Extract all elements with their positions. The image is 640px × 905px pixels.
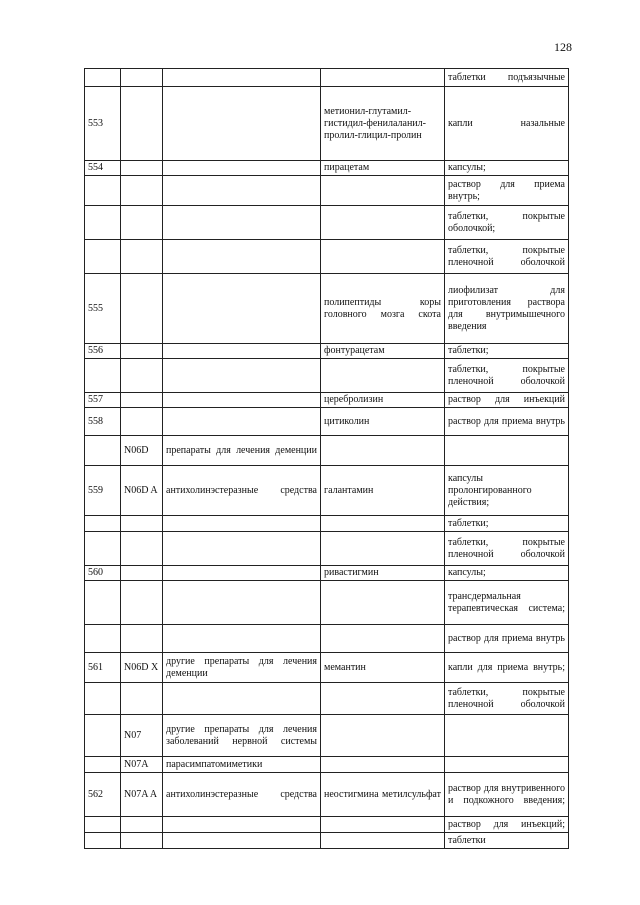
- dosage-form-cell: раствор для приема внутрь;: [445, 176, 569, 206]
- row-number-cell: [85, 683, 121, 715]
- dosage-form-cell: таблетки, покрытые пленочной оболочкой: [445, 532, 569, 566]
- row-number-cell: [85, 625, 121, 653]
- drug-name-cell: метионил-глутамил-гистидил-фенилаланил-пролил-глицил-пролин: [321, 87, 445, 161]
- atc-code-cell: [121, 344, 163, 359]
- dosage-form-cell: таблетки;: [445, 344, 569, 359]
- pharm-group-cell: [163, 359, 321, 393]
- atc-code-cell: [121, 566, 163, 581]
- pharm-group-cell: [163, 625, 321, 653]
- pharm-group-cell: антихолинэстеразные средства: [163, 773, 321, 817]
- dosage-form-cell: раствор для приема внутрь: [445, 625, 569, 653]
- atc-code-cell: [121, 87, 163, 161]
- row-number-cell: 556: [85, 344, 121, 359]
- atc-code-cell: [121, 833, 163, 849]
- table-row: [85, 715, 569, 757]
- drug-name-cell: цитиколин: [321, 408, 445, 436]
- drug-name-cell: [321, 359, 445, 393]
- atc-code-cell: [121, 516, 163, 532]
- drug-name-cell: фонтурацетам: [321, 344, 445, 359]
- pharm-group-cell: [163, 393, 321, 408]
- dosage-form-cell: лиофилизат для приготовления раствора для внутримышечного введения: [445, 274, 569, 344]
- table-row: [85, 87, 569, 161]
- atc-code-cell: N07A A: [121, 773, 163, 817]
- drug-name-cell: [321, 516, 445, 532]
- atc-code-cell: N07A: [121, 757, 163, 773]
- table-row: [85, 566, 569, 581]
- atc-code-cell: [121, 274, 163, 344]
- dosage-form-cell: таблетки, покрытые оболочкой;: [445, 206, 569, 240]
- drug-name-cell: неостигмина метилсульфат: [321, 773, 445, 817]
- dosage-form-cell: раствор для внутривенного и подкожного введения;: [445, 773, 569, 817]
- drug-name-cell: ривастигмин: [321, 566, 445, 581]
- drug-name-cell: [321, 715, 445, 757]
- row-number-cell: [85, 69, 121, 87]
- atc-code-cell: N06D A: [121, 466, 163, 516]
- drug-name-cell: [321, 581, 445, 625]
- dosage-form-cell: капсулы;: [445, 566, 569, 581]
- drug-name-cell: [321, 176, 445, 206]
- row-number-cell: [85, 176, 121, 206]
- atc-code-cell: [121, 532, 163, 566]
- dosage-form-cell: таблетки подъязычные: [445, 69, 569, 87]
- atc-code-cell: [121, 176, 163, 206]
- dosage-form-cell: [445, 715, 569, 757]
- row-number-cell: [85, 240, 121, 274]
- dosage-form-cell: таблетки: [445, 833, 569, 849]
- row-number-cell: [85, 715, 121, 757]
- table-row: [85, 408, 569, 436]
- table-row: [85, 653, 569, 683]
- drug-name-cell: мемантин: [321, 653, 445, 683]
- row-number-cell: 555: [85, 274, 121, 344]
- table-row: [85, 532, 569, 566]
- table-row: [85, 69, 569, 87]
- dosage-form-cell: раствор для приема внутрь: [445, 408, 569, 436]
- atc-code-cell: [121, 817, 163, 833]
- dosage-form-cell: капли для приема внутрь;: [445, 653, 569, 683]
- row-number-cell: 559: [85, 466, 121, 516]
- dosage-form-cell: таблетки, покрытые пленочной оболочкой: [445, 683, 569, 715]
- pharm-group-cell: [163, 206, 321, 240]
- pharm-group-cell: [163, 240, 321, 274]
- pharm-group-cell: [163, 581, 321, 625]
- drug-name-cell: [321, 833, 445, 849]
- row-number-cell: 560: [85, 566, 121, 581]
- pharm-group-cell: [163, 408, 321, 436]
- pharm-group-cell: [163, 161, 321, 176]
- table-row: [85, 161, 569, 176]
- atc-code-cell: N06D: [121, 436, 163, 466]
- row-number-cell: [85, 581, 121, 625]
- pharm-group-cell: [163, 566, 321, 581]
- pharm-group-cell: [163, 833, 321, 849]
- pharm-group-cell: [163, 69, 321, 87]
- drug-name-cell: [321, 69, 445, 87]
- drug-name-cell: [321, 625, 445, 653]
- table-row: [85, 516, 569, 532]
- drug-name-cell: галантамин: [321, 466, 445, 516]
- row-number-cell: 562: [85, 773, 121, 817]
- dosage-form-cell: таблетки, покрытые пленочной оболочкой: [445, 359, 569, 393]
- table-row: [85, 817, 569, 833]
- drug-name-cell: церебролизин: [321, 393, 445, 408]
- drug-name-cell: [321, 683, 445, 715]
- row-number-cell: [85, 757, 121, 773]
- atc-code-cell: [121, 69, 163, 87]
- table-row: [85, 773, 569, 817]
- dosage-form-cell: трансдермальная терапевтическая система;: [445, 581, 569, 625]
- pharm-group-cell: другие препараты для лечения деменции: [163, 653, 321, 683]
- pharm-group-cell: антихолинэстеразные средства: [163, 466, 321, 516]
- dosage-form-cell: капли назальные: [445, 87, 569, 161]
- atc-code-cell: [121, 240, 163, 274]
- dosage-form-cell: капсулы пролонгированного действия;: [445, 466, 569, 516]
- drug-name-cell: [321, 532, 445, 566]
- atc-code-cell: [121, 161, 163, 176]
- table-row: [85, 757, 569, 773]
- table-row: [85, 683, 569, 715]
- pharm-group-cell: [163, 176, 321, 206]
- atc-code-cell: [121, 408, 163, 436]
- dosage-form-cell: капсулы;: [445, 161, 569, 176]
- table-row: [85, 466, 569, 516]
- table-row: [85, 436, 569, 466]
- atc-code-cell: N06D X: [121, 653, 163, 683]
- pharm-group-cell: [163, 532, 321, 566]
- row-number-cell: [85, 436, 121, 466]
- drug-name-cell: [321, 240, 445, 274]
- pharm-group-cell: [163, 516, 321, 532]
- row-number-cell: [85, 833, 121, 849]
- row-number-cell: [85, 206, 121, 240]
- pharm-group-cell: [163, 274, 321, 344]
- table-row: [85, 393, 569, 408]
- drug-name-cell: [321, 206, 445, 240]
- drug-name-cell: [321, 817, 445, 833]
- drug-table: [84, 68, 569, 849]
- table-row: [85, 581, 569, 625]
- drug-name-cell: полипептиды коры головного мозга скота: [321, 274, 445, 344]
- table-row: [85, 206, 569, 240]
- atc-code-cell: [121, 581, 163, 625]
- pharm-group-cell: другие препараты для лечения заболеваний нервной системы: [163, 715, 321, 757]
- table-row: [85, 274, 569, 344]
- row-number-cell: 554: [85, 161, 121, 176]
- row-number-cell: 553: [85, 87, 121, 161]
- row-number-cell: [85, 817, 121, 833]
- row-number-cell: 557: [85, 393, 121, 408]
- row-number-cell: [85, 359, 121, 393]
- pharm-group-cell: [163, 683, 321, 715]
- table-row: [85, 176, 569, 206]
- dosage-form-cell: раствор для инъекций;: [445, 817, 569, 833]
- atc-code-cell: [121, 393, 163, 408]
- dosage-form-cell: таблетки, покрытые пленочной оболочкой: [445, 240, 569, 274]
- atc-code-cell: [121, 683, 163, 715]
- table-row: [85, 344, 569, 359]
- atc-code-cell: [121, 206, 163, 240]
- table-row: [85, 833, 569, 849]
- pharm-group-cell: [163, 817, 321, 833]
- atc-code-cell: [121, 625, 163, 653]
- table-row: [85, 240, 569, 274]
- row-number-cell: 561: [85, 653, 121, 683]
- drug-name-cell: [321, 436, 445, 466]
- table-row: [85, 625, 569, 653]
- dosage-form-cell: раствор для инъекций: [445, 393, 569, 408]
- row-number-cell: 558: [85, 408, 121, 436]
- pharm-group-cell: парасимпатомиметики: [163, 757, 321, 773]
- atc-code-cell: N07: [121, 715, 163, 757]
- row-number-cell: [85, 516, 121, 532]
- drug-name-cell: пирацетам: [321, 161, 445, 176]
- pharm-group-cell: препараты для лечения деменции: [163, 436, 321, 466]
- atc-code-cell: [121, 359, 163, 393]
- dosage-form-cell: [445, 757, 569, 773]
- page-number: 128: [554, 40, 572, 54]
- row-number-cell: [85, 532, 121, 566]
- pharm-group-cell: [163, 344, 321, 359]
- table-row: [85, 359, 569, 393]
- dosage-form-cell: таблетки;: [445, 516, 569, 532]
- pharm-group-cell: [163, 87, 321, 161]
- drug-name-cell: [321, 757, 445, 773]
- dosage-form-cell: [445, 436, 569, 466]
